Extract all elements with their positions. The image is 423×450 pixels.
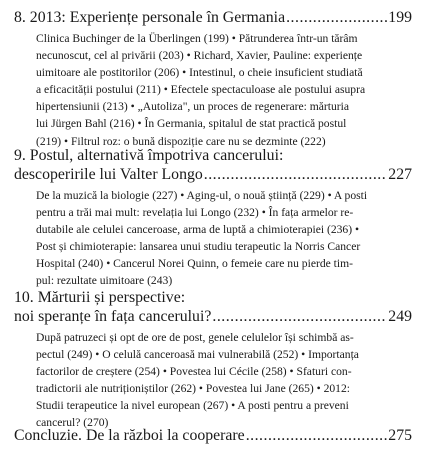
subsection-line: De la muzică la biologie (227) • Aging-ul, o nouă știință (229) • A posti: [36, 189, 368, 202]
chapter-9-title-line-2: descoperirile lui Valter Longo: [14, 166, 203, 183]
chapter-10-title-line-2: noi speranțe în fața cancerului?: [14, 308, 212, 325]
subsection-line: pectul (249) • O celulă canceroasă mai vulnerabilă (252) • Importanța: [36, 348, 359, 362]
subsection-line: necunoscut, cel al privării (203) • Richard, Xavier, Pauline: experiențe: [36, 49, 363, 63]
subsection-line: hipertensiunii (213) • „Autoliza", un proces de regenerare: mărturia: [36, 100, 350, 114]
toc-chapter-9: [14, 146, 412, 290]
toc-conclusion: [14, 426, 412, 445]
chapter-10-title-row: [14, 307, 412, 326]
dot-leader: [246, 426, 388, 445]
dot-leader: [204, 165, 388, 184]
chapter-8-title: 8. 2013: Experiențe personale în Germania: [14, 9, 286, 26]
subsection-line: Studii terapeutice la nivel european (267) • A posti pentru a preveni: [36, 399, 349, 413]
chapter-10-subsections: [36, 329, 412, 432]
subsection-line: factorilor de creștere (254) • Povestea lui Cécile (258) • Sfaturi con-: [36, 365, 352, 379]
subsection-line: a eficacității postului (211) • Efectele spectaculoase ale postului asupra: [36, 83, 366, 97]
subsection-line: După patruzeci și opt de ore de post, genele celulelor își schimbă as-: [36, 331, 354, 344]
subsection-line: tradictorii ale nutriționiștilor (262) • Povestea lui Jane (265) • 2012:: [36, 382, 350, 396]
toc-chapter-8: [14, 8, 412, 150]
subsection-line: pentru a trăi mai mult: revelația lui Longo (232) • În fața armelor re-: [36, 206, 354, 220]
subsection-line: (219) • Filtrul roz: o bună dispoziție care nu se dezminte (222): [36, 134, 326, 148]
subsection-line: uimitoare ale postitorilor (206) • Intestinul, o cheie insuficient studiată: [36, 66, 363, 80]
subsection-line: pul: rezultate uimitoare (243): [36, 274, 173, 288]
subsection-line: dutabile ale celulei canceroase, arma de luptă a chimioterapiei (236) •: [36, 223, 360, 237]
dot-leader: [286, 8, 387, 27]
chapter-9-page-number: 227: [388, 166, 412, 183]
subsection-line: lui Jürgen Bahl (216) • În Germania, spitalul de stat practică postul: [36, 117, 347, 131]
chapter-10-page-number: 249: [388, 308, 412, 325]
dot-leader: [212, 307, 387, 326]
subsection-line: Hospital (240) • Cancerul Norei Quinn, o femeie care nu pierde tim-: [36, 257, 353, 271]
chapter-8-page-number: 199: [388, 9, 412, 26]
chapter-9-title-row: [14, 165, 412, 184]
chapter-9-subsections: [36, 187, 412, 290]
conclusion-title: Concluzie. De la război la cooperare: [14, 427, 245, 444]
chapter-9-title-line-1: 9. Postul, alternativă împotriva cancerului:: [14, 147, 284, 164]
chapter-10-title-line-1: 10. Mărturii și perspective:: [14, 289, 186, 306]
conclusion-title-row: [14, 426, 412, 445]
subsection-line: Post și chimioterapie: lansarea unui studiu terapeutic la Norris Cancer: [36, 240, 361, 254]
toc-chapter-10: [14, 288, 412, 432]
chapter-8-subsections: [36, 30, 412, 150]
conclusion-page-number: 275: [388, 427, 412, 444]
subsection-line: cancerul? (270): [36, 416, 109, 430]
chapter-8-title-row: [14, 8, 412, 27]
subsection-line: Clinica Buchinger de la Überlingen (199) • Pătrunderea într-un tărâm: [36, 32, 358, 45]
